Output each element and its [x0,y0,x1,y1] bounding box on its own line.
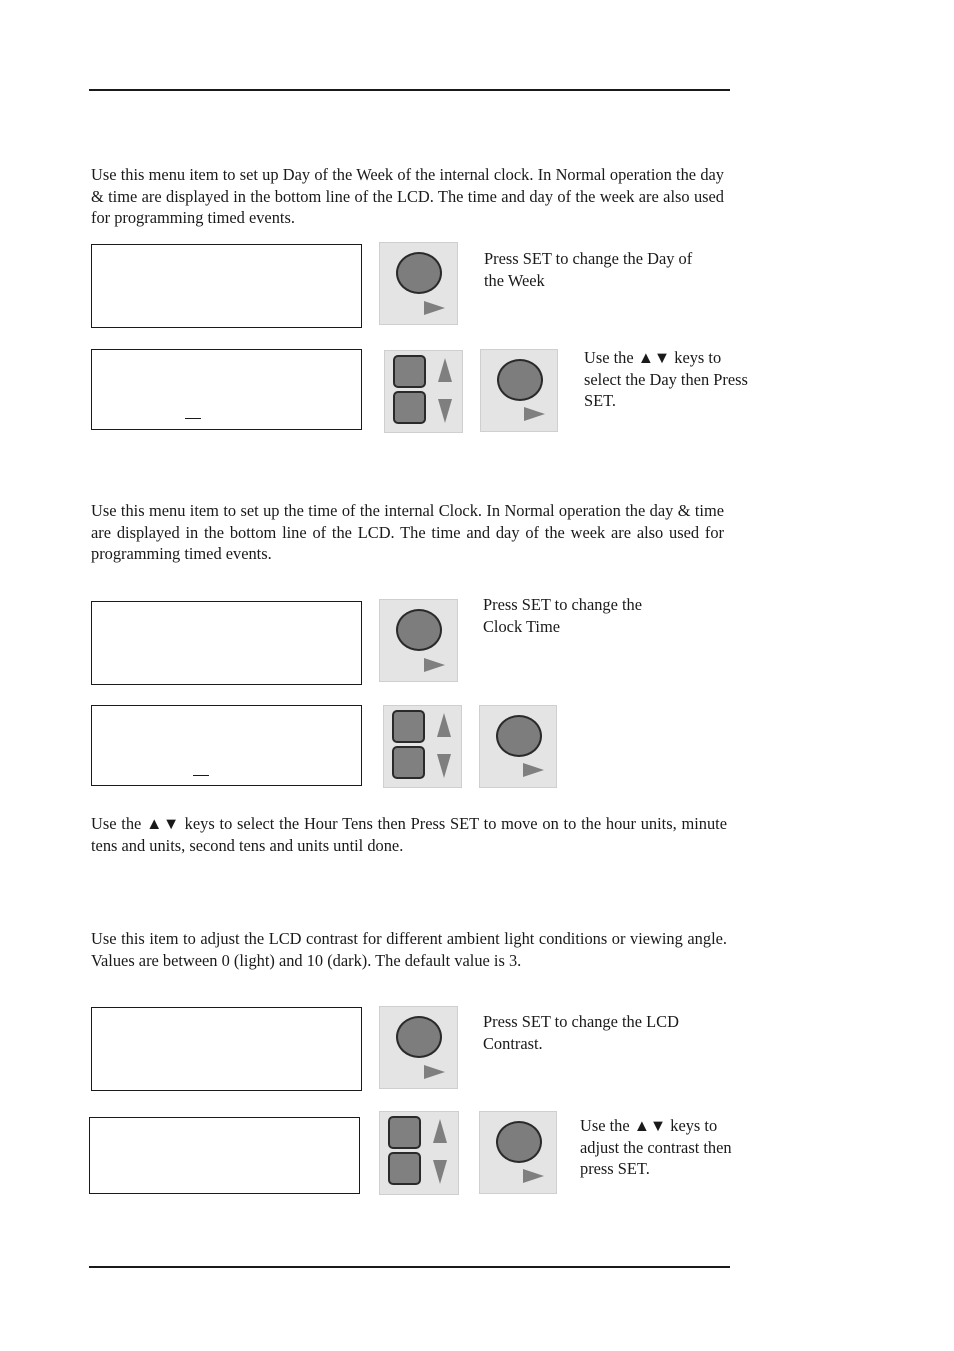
set-key-panel [480,349,558,432]
updown-key-panel [384,350,463,433]
lcd-cursor [185,418,201,419]
set-button-icon[interactable] [396,252,442,294]
up-key-icon[interactable] [392,710,425,743]
right-arrow-icon [524,407,545,421]
set-button-icon[interactable] [496,1121,542,1163]
up-arrow-icon [438,358,452,382]
updown-key-panel [379,1111,459,1195]
down-key-icon[interactable] [393,391,426,424]
contrast-press-set-note: Press SET to change the LCD Contrast. [483,1012,679,1053]
lcd-cursor [193,775,209,776]
down-arrow-icon [433,1160,447,1184]
set-key-panel [479,705,557,788]
contrast-use-keys-note: Use the ▲▼ keys to adjust the contrast then press SET. [580,1116,732,1179]
lcd-display-day-menu [91,244,362,328]
down-arrow-icon [437,754,451,778]
time-instructions-paragraph: Use the ▲▼ keys to select the Hour Tens then Press SET to move on to the hour units, minute tens and units, second tens and units until done. [91,814,727,855]
set-button-icon[interactable] [396,1016,442,1058]
updown-key-panel [383,705,462,788]
right-arrow-icon [424,658,445,672]
lcd-display-time-menu [91,601,362,685]
up-arrow-icon [433,1119,447,1143]
up-arrow-icon [437,713,451,737]
lcd-display-day-edit [91,349,362,430]
up-key-icon[interactable] [388,1116,421,1149]
contrast-intro-paragraph: Use this item to adjust the LCD contrast for different ambient light conditions or viewing angle. Values are between 0 (light) and 10 (dark). The default value is 3. [91,929,727,970]
down-key-icon[interactable] [388,1152,421,1185]
set-button-icon[interactable] [497,359,543,401]
day-intro-paragraph: Use this menu item to set up Day of the Week of the internal clock. In Normal operation the day & time are displayed in the bottom line of the LCD. The time and day of the week are also used for programming timed events. [91,165,724,228]
set-button-icon[interactable] [496,715,542,757]
set-key-panel [379,242,458,325]
set-key-panel [479,1111,557,1194]
down-arrow-icon [438,399,452,423]
bottom-rule [89,1266,730,1268]
lcd-display-time-edit [91,705,362,786]
day-press-set-note: Press SET to change the Day of the Week [484,249,693,290]
set-button-icon[interactable] [396,609,442,651]
set-key-panel [379,1006,458,1089]
time-press-set-note: Press SET to change the Clock Time [483,595,643,636]
right-arrow-icon [424,1065,445,1079]
lcd-display-contrast-edit [89,1117,360,1194]
right-arrow-icon [523,763,544,777]
right-arrow-icon [424,301,445,315]
lcd-display-contrast-menu [91,1007,362,1091]
down-key-icon[interactable] [392,746,425,779]
up-key-icon[interactable] [393,355,426,388]
right-arrow-icon [523,1169,544,1183]
time-intro-paragraph: Use this menu item to set up the time of the internal Clock. In Normal operation the day & time are displayed in the bottom line of the LCD. The time and day of the week are also used for programming timed events. [91,501,724,564]
set-key-panel [379,599,458,682]
top-rule [89,89,730,91]
day-use-keys-note: Use the ▲▼ keys to select the Day then Press SET. [584,348,748,411]
